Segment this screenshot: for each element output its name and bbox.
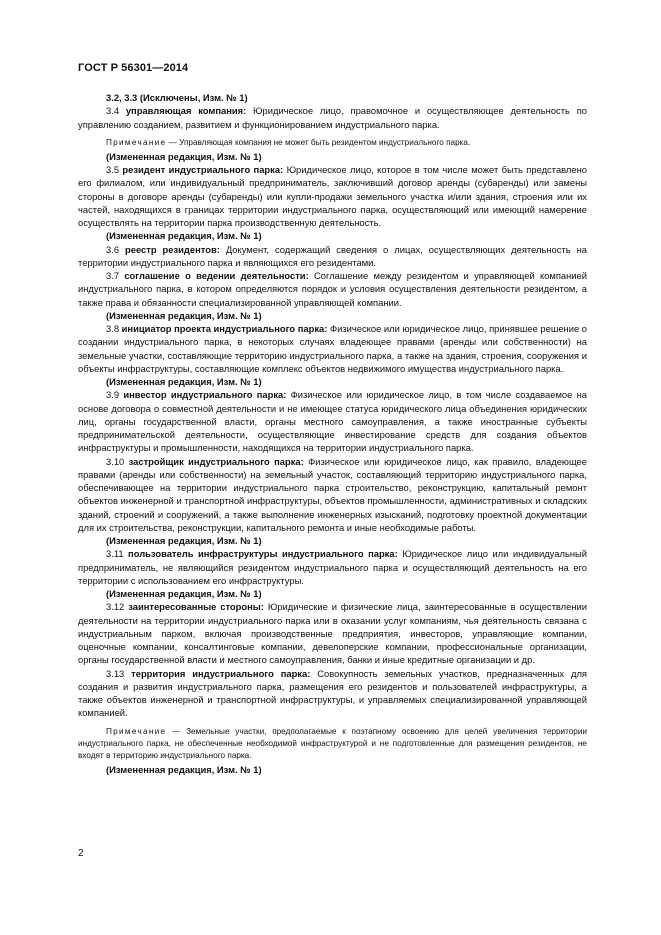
definition-3-4 [78,104,587,131]
amendment-note: (Измененная редакция, Изм. № 1) [106,230,262,242]
definition-text: Физическое или юридическое лицо, как правило, владеющее правами (аренды или собственности) на земельный участок, составляющий территорию индустриального парка, обеспечивающее на территории индустриального парка строительство, реконструкцию, капитальный ремонт объектов инженерной и транспортной инфраструктуры, объектов промышленности, административных и складских зданий, строений и сооружений, а также выполнение инженерных изысканий, подготовку проектной документации для их строительства, реконструкции, капитального ремонта и иные необходимые работы. [78,455,587,533]
excluded-clauses: 3.2, 3.3 (Исключены, Изм. № 1) [106,92,248,103]
note-2 [78,726,587,762]
definition-3-11 [78,547,587,587]
amendment-note: (Измененная редакция, Изм. № 1) [106,376,262,387]
term: застройщик индустриального парка: [128,455,304,467]
definition-text: Совокупность земельных участков, предназначенных для создания и развития индустриального парка, размещения его резидентов и пользователей инфраструктуры, а также объектов инженерной и транспортной инфраструктуры, и управляемых специализированной управляющей компанией. [78,667,587,719]
definition-3-7 [78,269,587,309]
term: соглашение о ведении деятельности: [124,270,309,281]
definition-text: Юридическое лицо, правомочное и осуществляющее деятельность по управлению созданием, развитием и функционированием индустриального парка. [78,105,588,130]
definition-text: Физическое или юридическое лицо, в том числе создаваемое на основе договора о совместной деятельности и не имеющее статуса юридического лица объединения юридических лиц, органы государственной власти, органы местного самоуправления, а также иностранные субъекты предпринимательской деятельности, осуществляющие инвестирование средств для создания объектов инфраструктуры и промышленности, находящихся на территории индустриального парка. [78,389,588,454]
term: резидент индустриального парка: [122,164,284,175]
clause-number: 3.5 [106,164,123,175]
definition-text: Физическое или юридическое лицо, принявшее решение о создании индустриального парка, в некоторых случаях владеющее правами (аренды или собственности) на земельные участки, составляющие территорию индустриального парка, а также на здания, строения, сооружения и объекты инфраструктуры, составляющие комплекс объектов недвижимого имущества индустриального парка. [78,323,587,374]
definition-3-5 [78,163,587,229]
note-label: Примечание [106,137,167,147]
term: территория индустриального парка: [131,667,311,679]
clause-number: 3.8 [106,323,122,334]
definition-3-10 [78,455,587,535]
definition-3-9 [78,388,587,454]
term: инвестор индустриального парка: [123,389,287,401]
note-text: — Управляющая компания не может быть резидентом индустриального парка. [166,137,471,147]
definition-text: Юридическое лицо, которое в том числе может быть представлено его филиалом, или индивидуальный предприниматель, заключивший договор аренды (субаренды) или замены стороны в договоре аренды (субаренды) или купли-продажи земельного участка и/или здания, строения или их частей, находящихся в границах территории индустриального парка, осуществляющий или имеющий намерение осуществлять на территории парка производственную деятельность. [78,164,587,228]
definition-text: Документ, содержащий сведения о лицах, осуществляющих деятельность на территории индустриального парка и являющихся его резидентами. [78,243,587,268]
note-1 [78,137,587,149]
definition-text: Юридические и физические лица, заинтересованные в осуществлении деятельности на территории индустриального парка или в оказании услуг компаниям, чья деятельность связана с индустриальным парком, включая производственные предприятия, инвесторов, управляющие компании, оценочные компании, консалтинговые компании, девелоперские компании, профессиональные организации, органы государственной власти и местного самоуправления, банки и иные кредитные организации и др. [78,601,587,666]
page-number: 2 [78,848,84,859]
clause-number: 3.4 [106,105,126,117]
definition-text: Юридическое лицо или индивидуальный предприниматель, не являющийся резидентом индустриального парка и осуществляющий деятельность на его территории с использованием его инфраструктуры. [78,548,587,586]
term: инициатор проекта индустриального парка: [121,323,328,334]
term: заинтересованные стороны: [128,601,264,613]
definition-text: Соглашение между резидентом и управляющей компанией индустриального парка, в котором определяются порядок и условия осуществления деятельности резидентом, а также права и обязанности специализированной управляющей компании. [78,270,587,308]
document-body [78,91,587,776]
note-text: — Земельные участки, предполагаемые к поэтапному освоению для целей увеличения территории индустриального парка, не обеспеченные необходимой инфраструктурой и не подготовленные для размещения резидентов, не входят в территорию индустриального парка. [78,726,587,760]
document-header: ГОСТ Р 56301—2014 [78,62,189,74]
clause-number: 3.9 [106,389,124,401]
clause-number: 3.6 [106,243,126,255]
clause-number: 3.11 [106,548,129,560]
definition-3-6 [78,243,587,270]
term: реестр резидентов: [125,243,220,255]
clause-number: 3.7 [106,270,125,281]
clause-number: 3.10 [106,455,129,467]
term: пользователь инфраструктуры индустриального парка: [128,548,398,560]
note-label: Примечание [106,726,167,736]
amendment-note: (Измененная редакция, Изм. № 1) [106,309,262,321]
amendment-note: (Измененная редакция, Изм. № 1) [106,588,262,599]
amendment-note: (Измененная редакция, Изм. № 1) [106,763,262,775]
definition-3-12 [78,600,587,666]
clause-number: 3.12 [106,601,129,613]
definition-3-8 [78,322,587,375]
amendment-note: (Измененная редакция, Изм. № 1) [106,150,262,162]
definition-3-13 [78,667,587,720]
term: управляющая компания: [125,105,247,117]
amendment-note: (Измененная редакция, Изм. № 1) [106,535,262,546]
clause-number: 3.13 [106,667,132,679]
